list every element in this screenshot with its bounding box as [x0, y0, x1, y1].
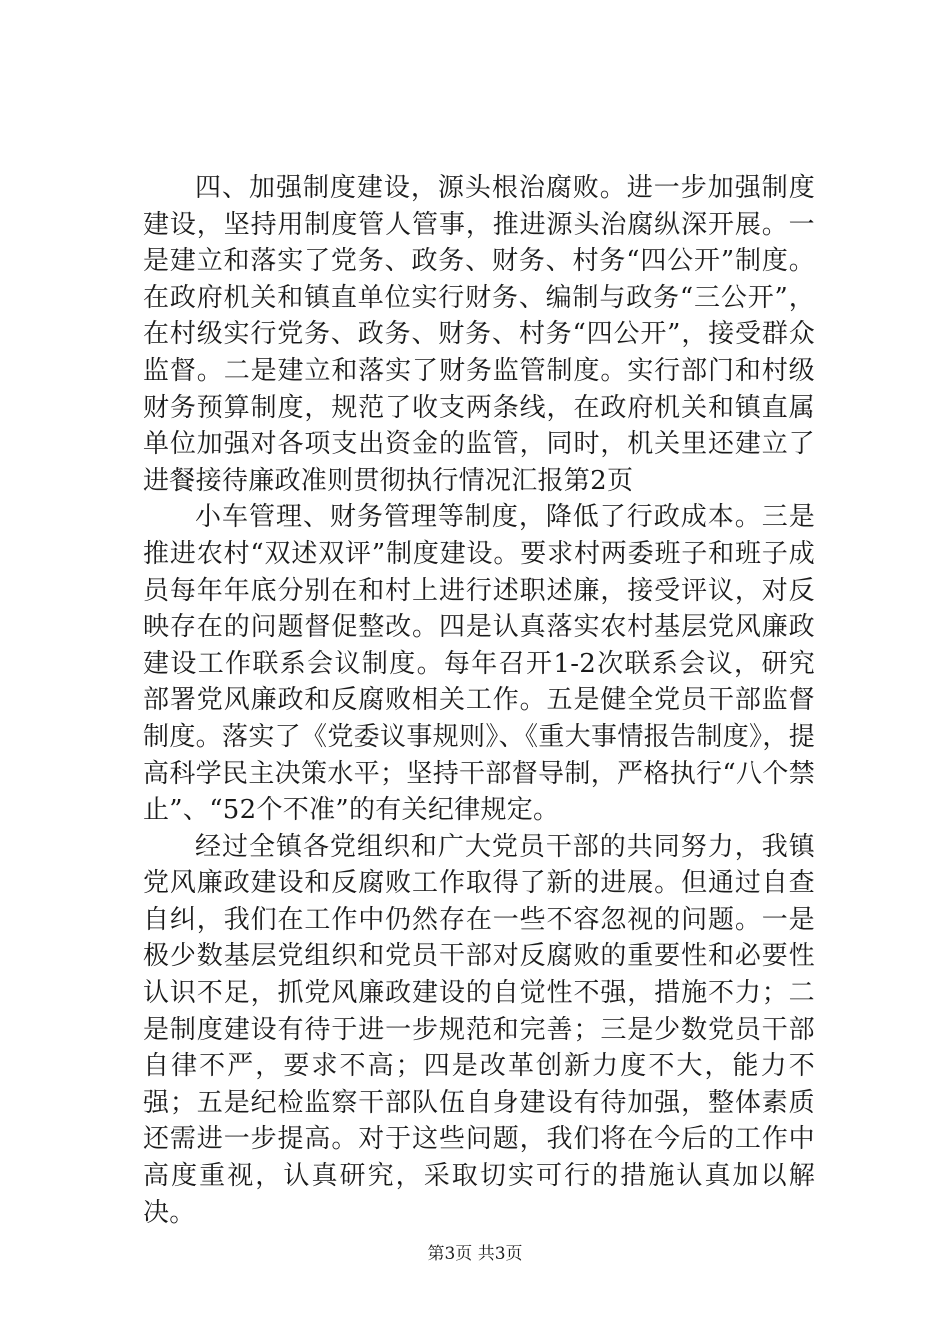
- paragraph-problems-summary: 经过全镇各党组织和广大党员干部的共同努力，我镇党风廉政建设和反腐败工作取得了新的进展。但通过自查自纠，我们在工作中仍然存在一些不容忽视的问题。一是极少数基层党组织和党员干部对反腐败的重要性和必要性认识不足，抓党风廉政建设的自觉性不强，措施不力；二是制度建设有待于进一步规范和完善；三是少数党员干部自律不严，要求不高；四是改革创新力度不大，能力不强；五是纪检监察干部队伍自身建设有待加强，整体素质还需进一步提高。对于这些问题，我们将在今后的工作中高度重视，认真研究，采取切实可行的措施认真加以解决。: [143, 831, 815, 1228]
- paragraph-supervision-systems: 小车管理、财务管理等制度，降低了行政成本。三是推进农村“双述双评”制度建设。要求村两委班子和班子成员每年年底分别在和村上进行述职述廉，接受评议，对反映存在的问题督促整改。四是认真落实农村基层党风廉政建设工作联系会议制度。每年召开1-2次联系会议，研究部署党风廉政和反腐败相关工作。五是健全党员干部监督制度。落实了《党委议事规则》、《重大事情报告制度》，提高科学民主决策水平；坚持干部督导制，严格执行“八个禁止”、“52个不准”的有关纪律规定。: [143, 502, 815, 826]
- paragraph-institution-building: 四、加强制度建设，源头根治腐败。进一步加强制度建设，坚持用制度管人管事，推进源头治腐纵深开展。一是建立和落实了党务、政务、财务、村务“四公开”制度。在政府机关和镇直单位实行财务、编制与政务“三公开”，在村级实行党务、政务、财务、村务“四公开”，接受群众监督。二是建立和落实了财务监管制度。实行部门和村级财务预算制度，规范了收支两条线，在政府机关和镇直属单位加强对各项支出资金的监管，同时，机关里还建立了进餐接待廉政准则贯彻执行情况汇报第2页: [143, 173, 815, 496]
- page-number-footer: 第3页 共3页: [427, 1244, 523, 1264]
- document-body: [143, 170, 815, 1231]
